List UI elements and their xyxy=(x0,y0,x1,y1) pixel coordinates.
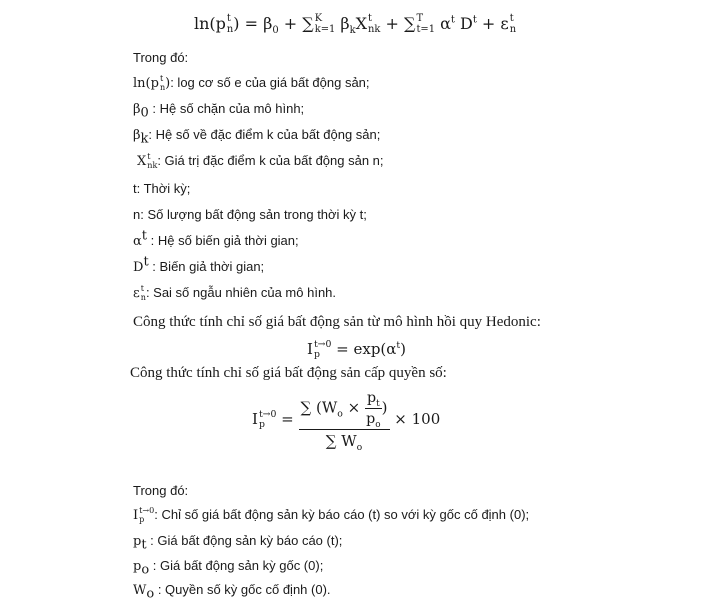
fraction-denominator: ∑ $W_o$ xyxy=(299,429,390,450)
section2-heading: Trong đó: xyxy=(133,483,189,498)
section1-heading: Trong đó: xyxy=(133,50,189,65)
definition-n: n: Số lượng bất động sản trong thời kỳ t; xyxy=(133,207,367,222)
weighted-fraction xyxy=(299,390,390,453)
definition-p-o: $p_o$ : Giá bất động sản kỳ gốc (0); xyxy=(133,558,324,578)
definition-d: $D^t$ : Biến giả thời gian; xyxy=(133,254,265,275)
definition-beta0: $\beta_0$ : Hệ số chặn của mô hình; xyxy=(133,101,305,121)
definition-alpha: $\alpha^t$ : Hệ số biến giả thời gian; xyxy=(133,228,299,249)
definition-epsilon: ε t n : Sai số ngẫu nhiên của mô hình. xyxy=(133,284,337,302)
definition-w-o: $W_o$ : Quyền số kỳ gốc cố định (0). xyxy=(133,582,331,602)
weighted-index-paragraph: Công thức tính chỉ số giá bất động sản cấp quyền số: xyxy=(130,365,447,381)
hedonic-index-formula: I t→0 p = $\exp(\alpha^t)$ xyxy=(307,339,407,360)
regression-formula: ln(p t n ) = $\beta_0$ + ∑ K k=1 $\beta_kX$ t nk + ∑ T t=1 $\alpha^t$ $D^t + \varepsilon$ t n xyxy=(194,13,517,37)
definition-index-i: I t→0 p : Chỉ số giá bất động sản kỳ báo cáo (t) so với kỳ gốc cố định (0); xyxy=(133,506,530,524)
definition-beta-k: $\beta_k$: Hệ số về đặc điểm k của bất động sản; xyxy=(133,127,381,147)
weighted-index-formula: I t→0 p = ∑ ($W_o$ × $\frac{p_t}{p_o}$ ) ∑ $W_o$ × 100 xyxy=(252,390,441,453)
definition-p-t: $p_t$ : Giá bất động sản kỳ báo cáo (t); xyxy=(133,533,343,553)
definition-t: t: Thời kỳ; xyxy=(133,181,191,196)
fraction-numerator: ∑ ($W_o$ × $\frac{p_t}{p_o}$ ) xyxy=(300,390,388,430)
definition-x-nk: X t nk : Giá trị đặc điểm k của bất động sản n; xyxy=(137,152,384,170)
definition-ln-p: ln(p t n ): log cơ số e của giá bất động sản; xyxy=(133,74,370,92)
hedonic-paragraph: Công thức tính chỉ số giá bất động sản từ mô hình hồi quy Hedonic: xyxy=(133,314,541,330)
